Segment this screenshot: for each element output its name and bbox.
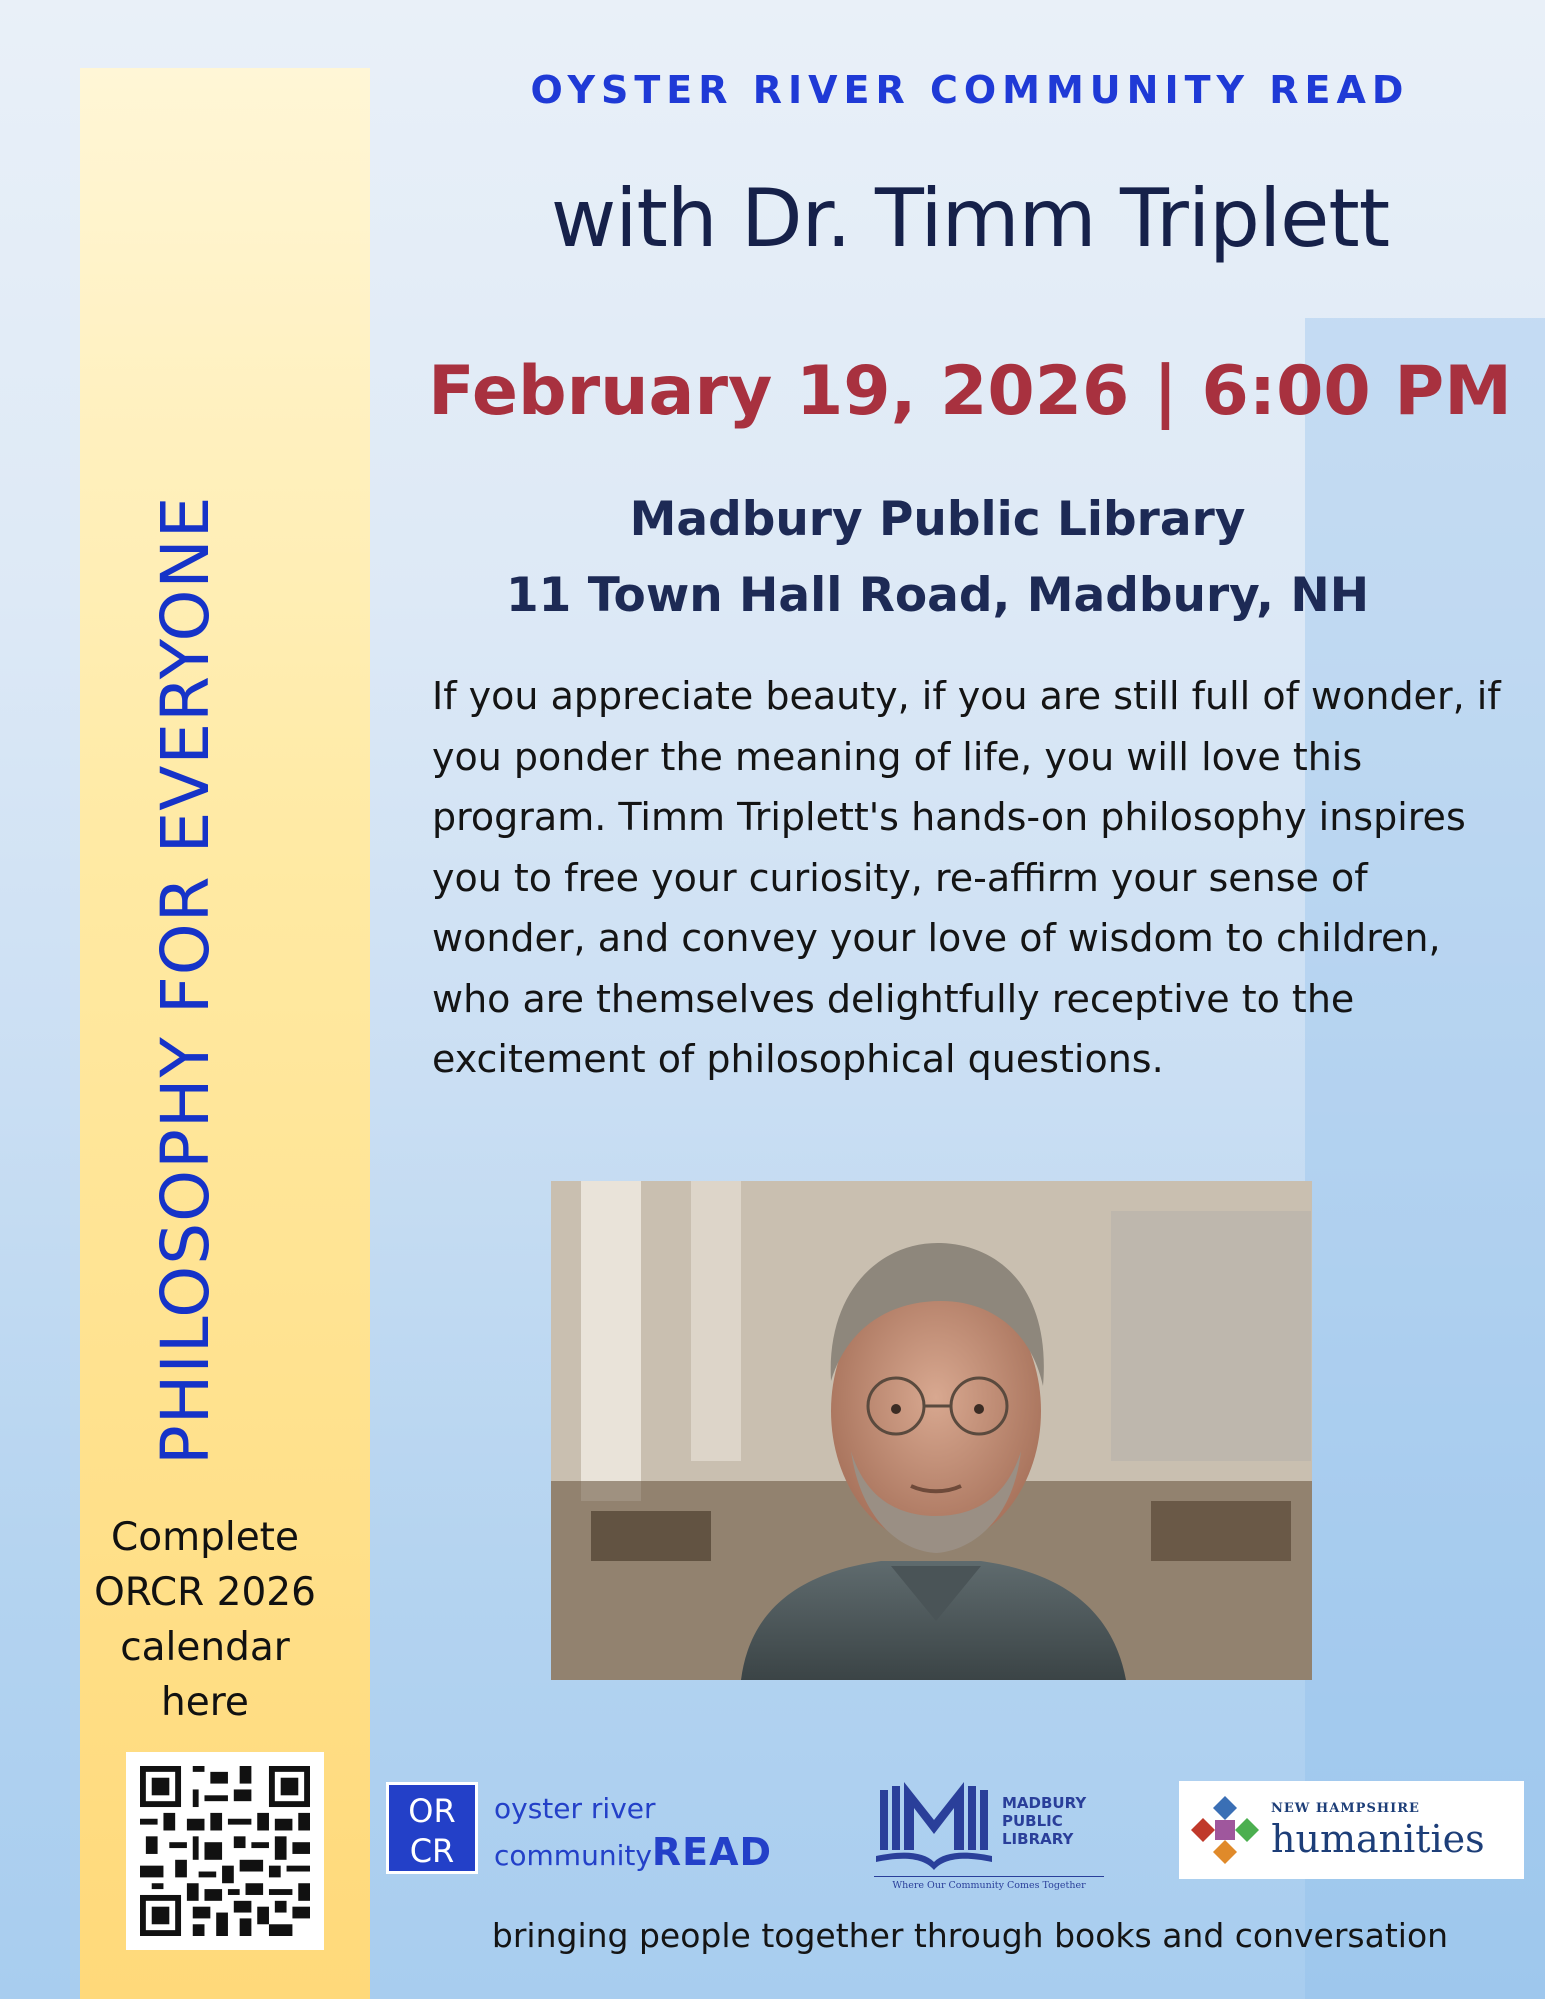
qr-code-icon <box>140 1766 310 1936</box>
madbury-logo-tagline: Where Our Community Comes Together <box>874 1876 1104 1891</box>
madbury-logo-line: PUBLIC <box>1002 1812 1063 1830</box>
calendar-note-line: Complete <box>111 1515 299 1560</box>
qr-code[interactable] <box>126 1752 324 1950</box>
vertical-title: PHILOSOPHY FOR EVERYONE <box>147 495 224 1465</box>
nh-humanities-logo <box>1179 1781 1524 1879</box>
venue-name: Madbury Public Library <box>629 492 1246 547</box>
calendar-note-line: ORCR 2026 <box>94 1570 316 1615</box>
madbury-logo-line: LIBRARY <box>1002 1830 1074 1848</box>
calendar-note-line: calendar <box>120 1625 290 1670</box>
orcr-box-top: OR <box>408 1792 456 1830</box>
book-icon <box>874 1780 994 1875</box>
orcr-logo-line2-prefix: community <box>494 1839 652 1872</box>
madbury-library-logo <box>874 1776 1104 1894</box>
nh-humanities-big: humanities <box>1271 1817 1485 1861</box>
sponsor-logos <box>384 1776 1524 1896</box>
orcr-logo <box>384 1778 824 1878</box>
event-series-heading: OYSTER RIVER COMMUNITY READ <box>530 68 1410 112</box>
event-description: If you appreciate beauty, if you are still full of wonder, if you ponder the meaning of life, you will love this program. Timm Triplett's hands-on philosophy inspires you to free your curiosity, re-affirm your sense of wonder, and convey your love of wisdom to children, who are themselves delightfully receptive to the excitement of philosophical questions. <box>432 674 1501 1081</box>
calendar-note-line: here <box>161 1680 249 1725</box>
speaker-heading: with Dr. Timm Triplett <box>550 172 1390 265</box>
orcr-logo-line2-strong: READ <box>651 1830 773 1874</box>
venue-address: 11 Town Hall Road, Madbury, NH <box>505 568 1370 623</box>
orcr-logo-line2 <box>494 1830 772 1874</box>
orcr-box-bottom: CR <box>409 1832 455 1870</box>
venue <box>400 482 1475 634</box>
madbury-logo-line: MADBURY <box>1002 1794 1087 1812</box>
orcr-logo-line1: oyster river <box>494 1792 656 1825</box>
orcr-logo-mark <box>386 1782 478 1874</box>
footer-tagline: bringing people together through books and conversation <box>491 1916 1449 1955</box>
knot-icon <box>1185 1790 1265 1870</box>
madbury-logo-name <box>1002 1794 1112 1848</box>
nh-humanities-small: NEW HAMPSHIRE <box>1271 1801 1420 1816</box>
speaker-photo <box>551 1181 1312 1680</box>
calendar-note <box>80 1510 330 1730</box>
event-datetime: February 19, 2026 | 6:00 PM <box>428 352 1512 431</box>
